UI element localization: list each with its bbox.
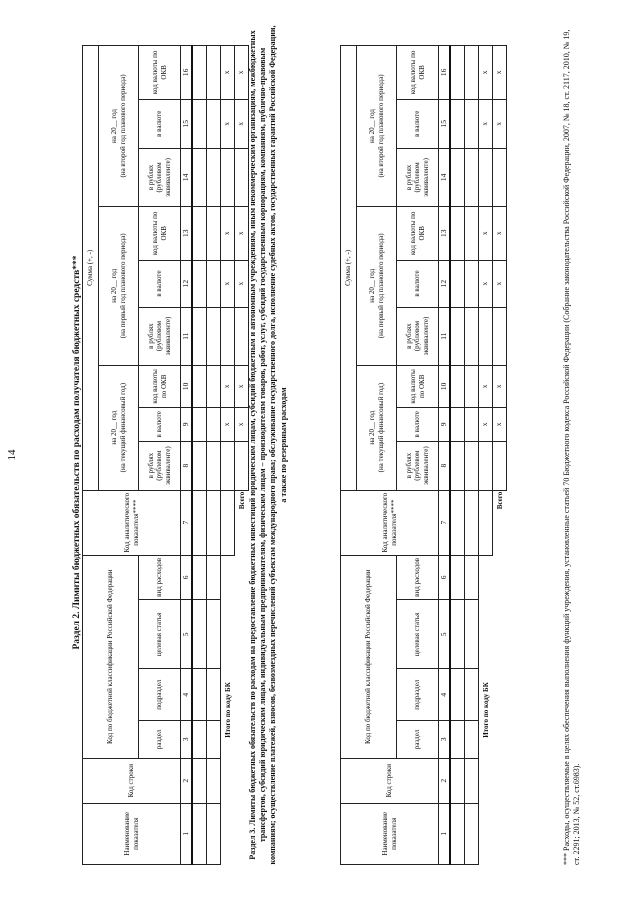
mark-x: x (479, 260, 493, 307)
data-row (450, 46, 465, 865)
colnum-14: 14 (181, 148, 193, 206)
header-razdel: раздел (397, 720, 439, 758)
header-vid: вид расходов (397, 555, 439, 600)
header-p1-currency: в валюте (139, 408, 181, 442)
header-p1-currency: в валюте (397, 408, 439, 442)
header-bk-group: Код по бюджетной классификации Российской Федерации (341, 555, 397, 758)
colnum-15: 15 (181, 99, 193, 148)
colnum-10: 10 (439, 365, 451, 407)
colnum-7: 7 (181, 490, 193, 555)
mark-x: x (221, 99, 235, 148)
mark-x: x (235, 365, 249, 407)
header-p1-rub: в рублях (рублевом эквиваленте) (139, 441, 181, 490)
colnum-12: 12 (439, 260, 451, 307)
colnum-8: 8 (439, 441, 451, 490)
header-razdel: раздел (139, 720, 181, 758)
colnum-14: 14 (439, 148, 451, 206)
mark-x: x (221, 206, 235, 260)
mark-x: x (235, 99, 249, 148)
colnum-2: 2 (439, 758, 451, 803)
total-bk-label: Итого по коду БК (221, 555, 235, 864)
header-target: целевая статья (139, 600, 181, 669)
colnum-12: 12 (181, 260, 193, 307)
colnum-15: 15 (439, 99, 451, 148)
colnum-1: 1 (439, 803, 451, 864)
colnum-16: 16 (439, 46, 451, 100)
colnum-9: 9 (181, 408, 193, 442)
header-p3-okv: код валюты по ОКВ (397, 46, 439, 100)
colnum-11: 11 (439, 307, 451, 365)
header-row-code: Код строки (83, 758, 181, 803)
header-p2-okv: код валюты по ОКВ (397, 206, 439, 260)
header-period1: на 20__ год (на текущий финансовый год) (357, 365, 397, 490)
mark-x: x (235, 260, 249, 307)
header-podrazdel: подраздел (139, 669, 181, 720)
header-period3: на 20__ год (на второй год планового периода) (357, 46, 397, 207)
header-vid: вид расходов (139, 555, 181, 600)
section3-table (340, 45, 507, 865)
colnum-4: 4 (439, 669, 451, 720)
colnum-5: 5 (181, 600, 193, 669)
header-p1-okv: код валюты по ОКВ (139, 365, 181, 407)
total-bk-row (479, 46, 493, 865)
mark-x: x (493, 408, 507, 442)
colnum-13: 13 (439, 206, 451, 260)
data-row (465, 46, 479, 865)
mark-x: x (221, 46, 235, 100)
mark-x: x (235, 46, 249, 100)
section3-title: Раздел 3. Лимиты бюджетных обязательств по расходам на предоставление бюджетных инвестиций юридическим лицам, субсидий бюджетным и автономным учреждениям, иным некоммерческим организациям, межбюджетных трансфертов, субсидий юридическим лицам, индивидуальным предпринимателям, физическим лицам – производителям товаров, работ, услуг, субсидий государственным корпорациям, компаниям, публично-правовым компаниям; осуществление платежей, взносов, безвозмездных перечислений субъектам международного права; обслуживание государственного долга, исполнение судебных актов, государственных гарантий Российской Федерации, а также по резервным расходам (248, 25, 288, 865)
header-p2-currency: в валюте (397, 260, 439, 307)
colnum-3: 3 (181, 720, 193, 758)
header-period2: на 20__ год (на первый год планового периода) (99, 206, 139, 365)
header-p1-okv: код валюты по ОКВ (397, 365, 439, 407)
colnum-7: 7 (439, 490, 451, 555)
mark-x: x (221, 260, 235, 307)
mark-x: x (479, 46, 493, 100)
mark-x: x (493, 46, 507, 100)
grand-total-label: Всего (237, 491, 246, 510)
colnum-3: 3 (439, 720, 451, 758)
colnum-1: 1 (181, 803, 193, 864)
colnum-10: 10 (181, 365, 193, 407)
colnum-6: 6 (439, 555, 451, 600)
colnum-4: 4 (181, 669, 193, 720)
mark-x: x (235, 408, 249, 442)
grand-total-label: Всего (495, 491, 504, 510)
header-analytic-code: Код аналитического показателя**** (83, 490, 181, 555)
header-name: Наименование показателя (83, 803, 181, 864)
header-p3-rub: в рублях (рублевом эквиваленте) (397, 148, 439, 206)
mark-x: x (493, 99, 507, 148)
header-p2-okv: код валюты по ОКВ (139, 206, 181, 260)
section2-table (82, 45, 249, 865)
header-p3-currency: в валюте (397, 99, 439, 148)
grand-total-row (235, 46, 249, 865)
header-p3-okv: код валюты по ОКВ (139, 46, 181, 100)
mark-x: x (493, 206, 507, 260)
header-p2-currency: в валюте (139, 260, 181, 307)
mark-x: x (493, 260, 507, 307)
header-period1: на 20__ год (на текущий финансовый год) (99, 365, 139, 490)
header-row-code: Код строки (341, 758, 439, 803)
total-bk-row (221, 46, 235, 865)
colnum-5: 5 (439, 600, 451, 669)
header-analytic-code: Код аналитического показателя**** (341, 490, 439, 555)
header-p2-rub: в рублях (рублевом эквиваленте) (397, 307, 439, 365)
mark-x: x (479, 365, 493, 407)
colnum-13: 13 (181, 206, 193, 260)
data-row (192, 46, 207, 865)
total-bk-label: Итого по коду БК (479, 555, 493, 864)
mark-x: x (221, 365, 235, 407)
header-name: Наименование показателя (341, 803, 439, 864)
colnum-6: 6 (181, 555, 193, 600)
mark-x: x (235, 206, 249, 260)
mark-x: x (221, 408, 235, 442)
header-target: целевая статья (397, 600, 439, 669)
grand-total-row (493, 46, 507, 865)
colnum-8: 8 (181, 441, 193, 490)
mark-x: x (493, 365, 507, 407)
header-p3-currency: в валюте (139, 99, 181, 148)
mark-x: x (479, 99, 493, 148)
header-p2-rub: в рублях (рублевом эквиваленте) (139, 307, 181, 365)
colnum-2: 2 (181, 758, 193, 803)
colnum-11: 11 (181, 307, 193, 365)
section2-title: Раздел 2. Лимиты бюджетных обязательств по расходам получателя бюджетных средств*** (72, 255, 82, 650)
mark-x: x (479, 408, 493, 442)
mark-x: x (479, 206, 493, 260)
header-podrazdel: подраздел (397, 669, 439, 720)
header-p3-rub: в рублях (рублевом эквиваленте) (139, 148, 181, 206)
data-row (207, 46, 221, 865)
header-p1-rub: в рублях (рублевом эквиваленте) (397, 441, 439, 490)
header-sum-group: Сумма (+, -) (83, 46, 99, 491)
footnote: *** Расходы, осуществляемые в целях обеспечения выполнения функций учреждения, установленные статьей 70 Бюджетного кодекса Российской Федерации (Собрание законодательства Российской Федерации, 2007, № 18, ст. 2117, 2010, № 19, ст. 2291; 2013, № 52, ст.6983). (562, 29, 581, 865)
header-period3: на 20__ год (на второй год планового периода) (99, 46, 139, 207)
header-bk-group: Код по бюджетной классификации Российской Федерации (83, 555, 139, 758)
colnum-9: 9 (439, 408, 451, 442)
colnum-16: 16 (181, 46, 193, 100)
page-number: 14 (6, 449, 18, 461)
header-sum-group: Сумма (+, -) (341, 46, 357, 491)
header-period2: на 20__ год (на первый год планового периода) (357, 206, 397, 365)
